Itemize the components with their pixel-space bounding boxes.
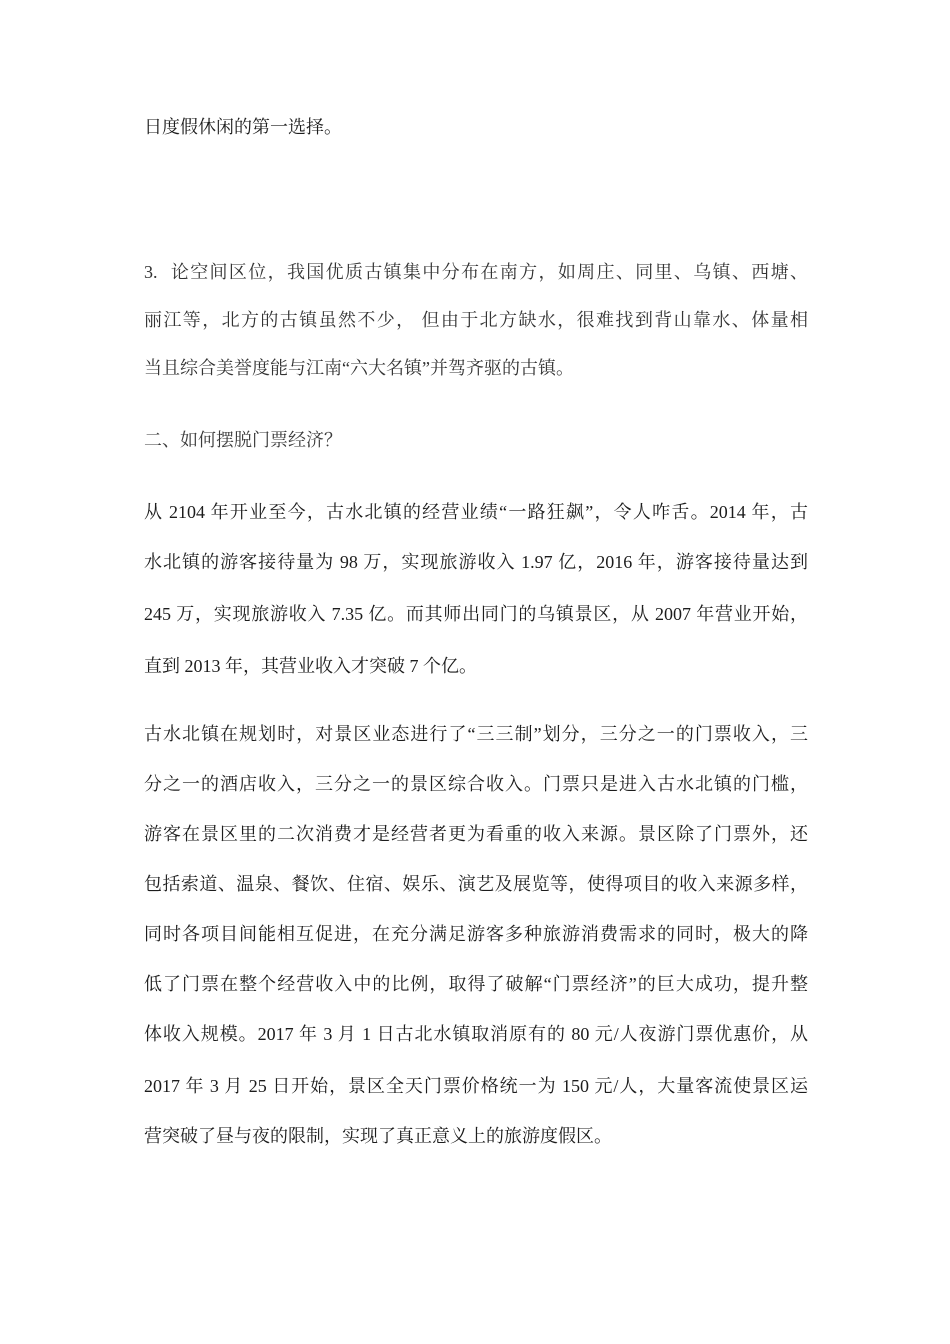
point3-line-1-text: 论空间区位，我国优质古镇集中分布在南方，如周庄、同里、乌镇、西塘、	[169, 262, 808, 282]
paragraph1-line-4: 直到 2013 年，其营业收入才突破 7 个亿。	[144, 656, 477, 676]
paragraph2-line-4: 包括索道、温泉、餐饮、住宿、娱乐、演艺及展览等，使得项目的收入来源多样，	[144, 874, 808, 894]
paragraph1-line-2: 水北镇的游客接待量为 98 万，实现旅游收入 1.97 亿，2016 年，游客接待量达到	[144, 552, 808, 572]
continuation-line: 日度假休闲的第一选择。	[144, 117, 342, 137]
paragraph2-line-1: 古水北镇在规划时，对景区业态进行了“三三制”划分，三分之一的门票收入，三	[144, 724, 808, 744]
paragraph2-line-2: 分之一的酒店收入，三分之一的景区综合收入。门票只是进入古水北镇的门槛，	[144, 774, 808, 794]
point3-line-3: 当且综合美誉度能与江南“六大名镇”并驾齐驱的古镇。	[144, 358, 574, 378]
paragraph2-line-8: 2017 年 3 月 25 日开始，景区全天门票价格统一为 150 元/人，大量客流使景区运	[144, 1076, 808, 1096]
paragraph2-line-5: 同时各项目间能相互促进，在充分满足游客多种旅游消费需求的同时，极大的降	[144, 924, 808, 944]
point3-line-1	[144, 259, 808, 285]
paragraph2-line-7: 体收入规模。2017 年 3 月 1 日古北水镇取消原有的 80 元/人夜游门票优惠价，从	[144, 1024, 808, 1044]
point3-number: 3.	[144, 262, 158, 282]
section2-heading: 二、如何摆脱门票经济？	[144, 430, 342, 450]
paragraph1-line-1: 从 2104 年开业至今，古水北镇的经营业绩“一路狂飙”，令人咋舌。2014 年，古	[144, 502, 808, 522]
point3-line-2: 丽江等，北方的古镇虽然不少， 但由于北方缺水，很难找到背山靠水、体量相	[144, 310, 808, 330]
paragraph1-line-3: 245 万，实现旅游收入 7.35 亿。而其师出同门的乌镇景区，从 2007 年营业开始，	[144, 604, 808, 624]
paragraph2-line-6: 低了门票在整个经营收入中的比例，取得了破解“门票经济”的巨大成功，提升整	[144, 974, 808, 994]
paragraph2-line-3: 游客在景区里的二次消费才是经营者更为看重的收入来源。景区除了门票外，还	[144, 824, 808, 844]
paragraph2-line-9: 营突破了昼与夜的限制，实现了真正意义上的旅游度假区。	[144, 1126, 612, 1146]
